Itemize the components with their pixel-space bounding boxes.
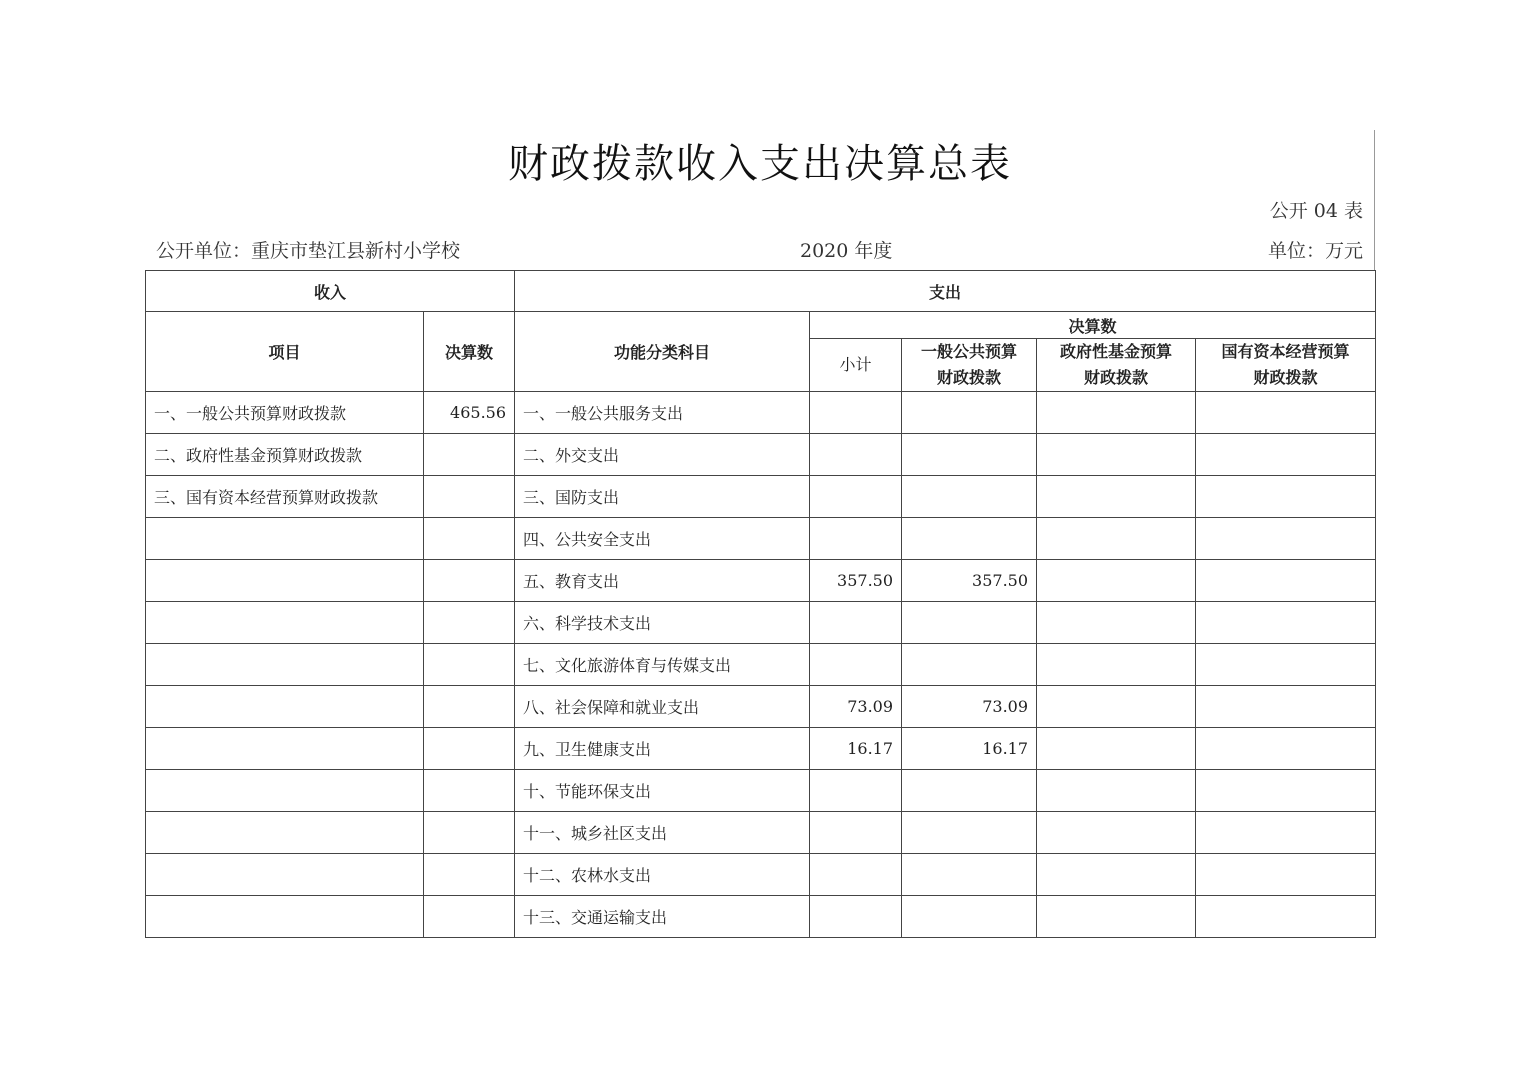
subtotal-header: 小计 <box>810 339 902 392</box>
income-amount-cell <box>424 770 515 812</box>
income-item-cell <box>146 812 424 854</box>
general-budget-cell <box>902 812 1037 854</box>
gov-fund-cell <box>1037 896 1196 938</box>
income-item-cell <box>146 728 424 770</box>
reporting-unit: 公开单位：重庆市垫江县新村小学校 <box>156 240 461 262</box>
income-amount-cell <box>424 686 515 728</box>
category-cell: 八、社会保障和就业支出 <box>515 686 810 728</box>
table-row <box>146 896 1376 938</box>
table-row <box>146 686 1376 728</box>
table-row <box>146 518 1376 560</box>
income-item-cell <box>146 686 424 728</box>
table-row <box>146 728 1376 770</box>
table-row <box>146 770 1376 812</box>
gov-fund-header-line1: 政府性基金预算 <box>1060 342 1173 361</box>
state-capital-cell <box>1196 896 1376 938</box>
subtotal-cell <box>810 476 902 518</box>
income-item-cell: 二、政府性基金预算财政拨款 <box>146 434 424 476</box>
function-category-header: 功能分类科目 <box>515 312 810 392</box>
income-amount-cell <box>424 560 515 602</box>
general-budget-header <box>902 339 1037 392</box>
table-row <box>146 392 1376 434</box>
income-item-cell <box>146 602 424 644</box>
gov-fund-cell <box>1037 392 1196 434</box>
gov-fund-cell <box>1037 728 1196 770</box>
general-budget-header-line2: 财政拨款 <box>937 368 1002 387</box>
general-budget-cell: 16.17 <box>902 728 1037 770</box>
gov-fund-cell <box>1037 434 1196 476</box>
table-row <box>146 476 1376 518</box>
table-row <box>146 854 1376 896</box>
state-capital-cell <box>1196 770 1376 812</box>
category-cell: 十一、城乡社区支出 <box>515 812 810 854</box>
income-header: 收入 <box>146 271 515 312</box>
state-capital-cell <box>1196 518 1376 560</box>
table-row <box>146 560 1376 602</box>
general-budget-cell <box>902 644 1037 686</box>
category-cell: 九、卫生健康支出 <box>515 728 810 770</box>
category-cell: 四、公共安全支出 <box>515 518 810 560</box>
general-budget-cell <box>902 476 1037 518</box>
gov-fund-cell <box>1037 686 1196 728</box>
state-capital-cell <box>1196 728 1376 770</box>
category-cell: 一、一般公共服务支出 <box>515 392 810 434</box>
subtotal-cell <box>810 434 902 476</box>
income-item-cell <box>146 560 424 602</box>
state-capital-cell <box>1196 560 1376 602</box>
gov-fund-cell <box>1037 770 1196 812</box>
category-cell: 三、国防支出 <box>515 476 810 518</box>
category-cell: 十三、交通运输支出 <box>515 896 810 938</box>
income-amount-cell: 465.56 <box>424 392 515 434</box>
table-row <box>146 602 1376 644</box>
state-capital-cell <box>1196 602 1376 644</box>
state-capital-cell <box>1196 434 1376 476</box>
state-capital-cell <box>1196 476 1376 518</box>
income-amount-cell <box>424 602 515 644</box>
state-capital-header-line1: 国有资本经营预算 <box>1221 342 1350 361</box>
state-capital-cell <box>1196 644 1376 686</box>
category-cell: 十、节能环保支出 <box>515 770 810 812</box>
state-capital-header-line2: 财政拨款 <box>1253 368 1318 387</box>
general-budget-cell <box>902 602 1037 644</box>
gov-fund-cell <box>1037 812 1196 854</box>
income-amount-cell <box>424 728 515 770</box>
gov-fund-cell <box>1037 854 1196 896</box>
income-item-cell <box>146 896 424 938</box>
gov-fund-cell <box>1037 560 1196 602</box>
general-budget-cell: 73.09 <box>902 686 1037 728</box>
state-capital-cell <box>1196 686 1376 728</box>
subtotal-cell <box>810 770 902 812</box>
gov-fund-header <box>1037 339 1196 392</box>
header-row-2 <box>146 312 1376 339</box>
item-header: 项目 <box>146 312 424 392</box>
state-capital-header <box>1196 339 1376 392</box>
subtotal-cell <box>810 896 902 938</box>
general-budget-cell: 357.50 <box>902 560 1037 602</box>
gov-fund-cell <box>1037 476 1196 518</box>
income-item-cell: 一、一般公共预算财政拨款 <box>146 392 424 434</box>
income-item-cell <box>146 770 424 812</box>
subtotal-cell <box>810 812 902 854</box>
general-budget-cell <box>902 392 1037 434</box>
subtotal-cell <box>810 518 902 560</box>
general-budget-cell <box>902 854 1037 896</box>
income-amount-cell <box>424 854 515 896</box>
category-cell: 七、文化旅游体育与传媒支出 <box>515 644 810 686</box>
general-budget-header-line1: 一般公共预算 <box>921 342 1018 361</box>
page-title: 财政拨款收入支出决算总表 <box>508 141 1012 187</box>
income-amount-cell <box>424 812 515 854</box>
gov-fund-cell <box>1037 602 1196 644</box>
subtotal-cell <box>810 854 902 896</box>
fiscal-year: 2020 年度 <box>800 240 893 262</box>
subtotal-cell <box>810 644 902 686</box>
income-item-cell <box>146 518 424 560</box>
state-capital-cell <box>1196 812 1376 854</box>
general-budget-cell <box>902 896 1037 938</box>
income-item-cell <box>146 644 424 686</box>
category-cell: 六、科学技术支出 <box>515 602 810 644</box>
table-row <box>146 812 1376 854</box>
table-row <box>146 644 1376 686</box>
subtotal-cell: 73.09 <box>810 686 902 728</box>
expense-header: 支出 <box>515 271 1376 312</box>
income-amount-cell <box>424 476 515 518</box>
general-budget-cell <box>902 518 1037 560</box>
income-item-cell: 三、国有资本经营预算财政拨款 <box>146 476 424 518</box>
currency-unit: 单位：万元 <box>1267 240 1363 262</box>
final-amount-header: 决算数 <box>424 312 515 392</box>
income-amount-cell <box>424 434 515 476</box>
category-cell: 十二、农林水支出 <box>515 854 810 896</box>
subtotal-cell: 357.50 <box>810 560 902 602</box>
table-row <box>146 434 1376 476</box>
subtotal-cell <box>810 392 902 434</box>
gov-fund-cell <box>1037 644 1196 686</box>
income-item-cell <box>146 854 424 896</box>
header-row-1 <box>146 271 1376 312</box>
gov-fund-cell <box>1037 518 1196 560</box>
form-number: 公开 04 表 <box>1269 200 1363 222</box>
state-capital-cell <box>1196 854 1376 896</box>
category-cell: 二、外交支出 <box>515 434 810 476</box>
income-amount-cell <box>424 518 515 560</box>
state-capital-cell <box>1196 392 1376 434</box>
subtotal-cell: 16.17 <box>810 728 902 770</box>
category-cell: 五、教育支出 <box>515 560 810 602</box>
general-budget-cell <box>902 434 1037 476</box>
gov-fund-header-line2: 财政拨款 <box>1084 368 1149 387</box>
budget-table <box>145 270 1376 938</box>
final-amount-group-header: 决算数 <box>810 312 1376 339</box>
subtotal-cell <box>810 602 902 644</box>
income-amount-cell <box>424 644 515 686</box>
income-amount-cell <box>424 896 515 938</box>
general-budget-cell <box>902 770 1037 812</box>
